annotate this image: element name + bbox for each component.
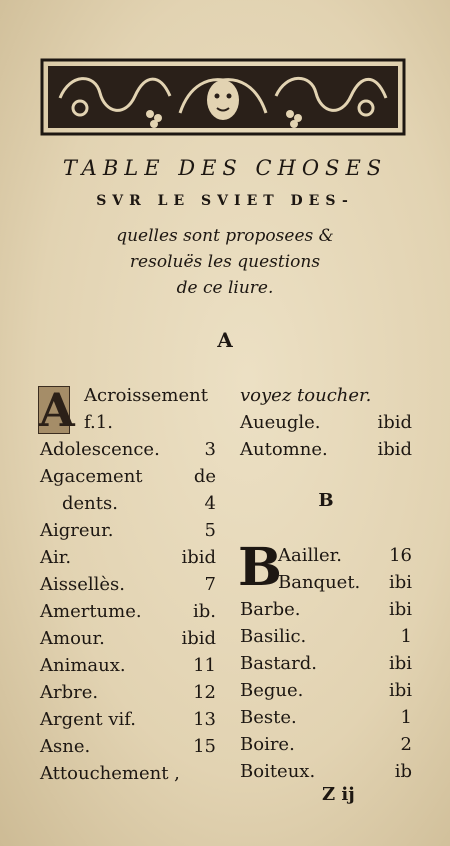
- entry-page: ib.: [192, 601, 216, 622]
- entry-page: ibid: [377, 439, 412, 460]
- entry-page: ib: [394, 761, 412, 782]
- entry-word: Boiteux.: [240, 761, 316, 782]
- list-item: [240, 650, 412, 677]
- list-item: [40, 760, 216, 787]
- subtitle-line-2: resoluës les questions: [129, 252, 321, 272]
- list-item: [40, 733, 216, 760]
- list-item: [240, 569, 412, 596]
- entry-page: 12: [193, 682, 216, 703]
- entry-word: Aailler.: [278, 545, 343, 566]
- entry-word: Boire.: [240, 734, 295, 755]
- subtitle-line-1: quelles sont proposees &: [116, 226, 334, 246]
- entry-word: Argent vif.: [40, 709, 136, 730]
- entry-word: Bastard.: [240, 653, 318, 674]
- entry-word: Animaux.: [40, 655, 126, 676]
- entry-word: Aissellès.: [40, 574, 126, 595]
- entry-page: 15: [193, 736, 216, 757]
- list-item: [240, 382, 412, 409]
- list-item: [40, 544, 216, 571]
- entry-word: Barbe.: [240, 599, 301, 620]
- list-item: [240, 623, 412, 650]
- section-letter-a: A: [217, 328, 233, 352]
- list-item: [40, 625, 216, 652]
- entry-word: Aigreur.: [40, 520, 114, 541]
- entry-word: Air.: [40, 547, 72, 568]
- list-item: [40, 679, 216, 706]
- list-item: [40, 436, 216, 463]
- entry-word: Agacement: [40, 466, 143, 487]
- entry-word: Attouchement ,: [40, 763, 180, 784]
- list-item: [40, 706, 216, 733]
- list-item: [40, 571, 216, 598]
- entry-page: ibid: [377, 412, 412, 433]
- entry-word: Amertume.: [40, 601, 142, 622]
- entry-page: 4: [204, 493, 216, 514]
- entry-page: 11: [193, 655, 216, 676]
- entry-word: Banquet.: [278, 572, 361, 593]
- entry-page: 2: [400, 734, 412, 755]
- list-item: [240, 436, 412, 463]
- list-item: [40, 652, 216, 679]
- entry-word: voyez toucher.: [240, 385, 372, 406]
- entry-page: 16: [389, 545, 412, 566]
- dropcap-b: B: [238, 537, 282, 598]
- entry-word: f.1.: [84, 412, 113, 433]
- entry-page: ibi: [388, 653, 412, 674]
- ornamental-headpiece-icon: [40, 58, 406, 136]
- list-item: [40, 463, 216, 490]
- index-column-right: [238, 382, 412, 782]
- entry-word: Asne.: [40, 736, 91, 757]
- entry-page: 7: [204, 574, 216, 595]
- entry-word: Arbre.: [40, 682, 99, 703]
- section-letter-b: B: [318, 490, 334, 511]
- section-b-list: [238, 537, 412, 785]
- entry-page: 13: [193, 709, 216, 730]
- page-title: TABLE DES CHOSES: [62, 156, 388, 180]
- entry-page: 3: [204, 439, 216, 460]
- entry-word: Acroissement: [84, 385, 208, 406]
- dropcap-a: A: [39, 383, 75, 437]
- entry-page: ibi: [388, 599, 412, 620]
- entry-page: de: [193, 466, 216, 487]
- list-item: [40, 517, 216, 544]
- entry-page: ibid: [181, 628, 216, 649]
- entry-page: ibi: [388, 680, 412, 701]
- list-item: [240, 677, 412, 704]
- entry-page: 5: [204, 520, 216, 541]
- entry-word: Automne.: [240, 439, 328, 460]
- list-item: [240, 758, 412, 785]
- signature-mark: Z ij: [322, 784, 355, 805]
- entry-word: Beste.: [240, 707, 297, 728]
- subtitle-line-3: de ce liure.: [176, 278, 274, 298]
- list-item: [40, 490, 216, 517]
- entry-word: Amour.: [40, 628, 105, 649]
- list-item: [240, 596, 412, 623]
- entry-page: ibid: [181, 547, 216, 568]
- list-item: [40, 409, 216, 436]
- list-item: [240, 731, 412, 758]
- entry-word: Basilic.: [240, 626, 307, 647]
- entry-word: Begue.: [240, 680, 304, 701]
- entry-page: 1: [400, 707, 412, 728]
- list-item: [40, 598, 216, 625]
- entry-page: ibi: [388, 572, 412, 593]
- list-item: [240, 409, 412, 436]
- list-item: [240, 704, 412, 731]
- entry-page: 1: [400, 626, 412, 647]
- page-subtitle: SVR LE SVIET DES-: [96, 193, 354, 209]
- index-column-left: [40, 382, 216, 787]
- entry-word: Aueugle.: [240, 412, 321, 433]
- entry-word: Adolescence.: [40, 439, 160, 460]
- entry-word: dents.: [62, 493, 118, 514]
